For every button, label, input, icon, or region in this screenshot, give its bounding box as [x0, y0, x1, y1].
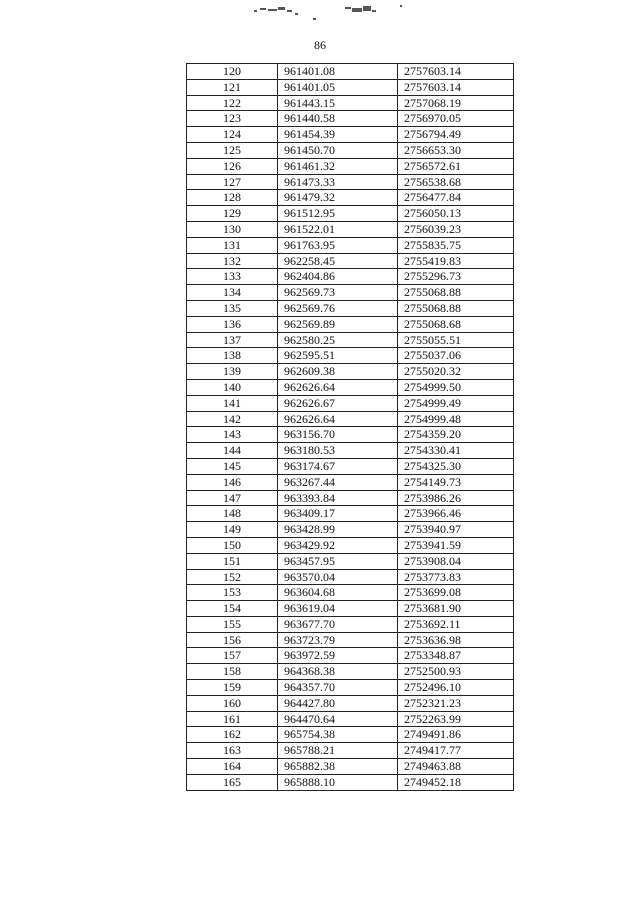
x-coordinate-cell: 962609.38 — [278, 364, 398, 380]
point-id-cell: 152 — [187, 569, 278, 585]
y-coordinate-cell: 2755055.51 — [398, 332, 514, 348]
x-coordinate-cell: 963604.68 — [278, 585, 398, 601]
y-coordinate-cell: 2755296.73 — [398, 269, 514, 285]
x-coordinate-cell: 963409.17 — [278, 506, 398, 522]
x-coordinate-cell: 961522.01 — [278, 221, 398, 237]
x-coordinate-cell: 962580.25 — [278, 332, 398, 348]
y-coordinate-cell: 2749491.86 — [398, 727, 514, 743]
point-id-cell: 137 — [187, 332, 278, 348]
y-coordinate-cell: 2754999.49 — [398, 395, 514, 411]
x-coordinate-cell: 963428.99 — [278, 522, 398, 538]
x-coordinate-cell: 963723.79 — [278, 632, 398, 648]
point-id-cell: 155 — [187, 616, 278, 632]
y-coordinate-cell: 2756653.30 — [398, 142, 514, 158]
x-coordinate-cell: 962626.67 — [278, 395, 398, 411]
point-id-cell: 149 — [187, 522, 278, 538]
table-row — [187, 285, 514, 301]
x-coordinate-cell: 964368.38 — [278, 664, 398, 680]
point-id-cell: 144 — [187, 443, 278, 459]
y-coordinate-cell: 2753348.87 — [398, 648, 514, 664]
x-coordinate-cell: 965754.38 — [278, 727, 398, 743]
x-coordinate-cell: 962569.76 — [278, 300, 398, 316]
y-coordinate-cell: 2753692.11 — [398, 616, 514, 632]
x-coordinate-cell: 962595.51 — [278, 348, 398, 364]
y-coordinate-cell: 2755835.75 — [398, 237, 514, 253]
y-coordinate-cell: 2756538.68 — [398, 174, 514, 190]
table-row — [187, 127, 514, 143]
y-coordinate-cell: 2753699.08 — [398, 585, 514, 601]
x-coordinate-cell: 961461.32 — [278, 158, 398, 174]
table-row — [187, 632, 514, 648]
scan-noise-marks — [240, 0, 410, 26]
table-row — [187, 174, 514, 190]
table-row — [187, 190, 514, 206]
y-coordinate-cell: 2755068.68 — [398, 316, 514, 332]
x-coordinate-cell: 962569.89 — [278, 316, 398, 332]
x-coordinate-cell: 964427.80 — [278, 695, 398, 711]
table-row — [187, 648, 514, 664]
point-id-cell: 120 — [187, 64, 278, 80]
table-row — [187, 727, 514, 743]
point-id-cell: 159 — [187, 680, 278, 696]
point-id-cell: 145 — [187, 458, 278, 474]
table-row — [187, 537, 514, 553]
x-coordinate-cell: 961450.70 — [278, 142, 398, 158]
page-number: 86 — [314, 38, 326, 52]
y-coordinate-cell: 2753681.90 — [398, 601, 514, 617]
table-row — [187, 553, 514, 569]
x-coordinate-cell: 961512.95 — [278, 206, 398, 222]
point-id-cell: 131 — [187, 237, 278, 253]
table-row — [187, 490, 514, 506]
x-coordinate-cell: 962404.86 — [278, 269, 398, 285]
point-id-cell: 138 — [187, 348, 278, 364]
table-row — [187, 158, 514, 174]
y-coordinate-cell: 2749452.18 — [398, 774, 514, 790]
table-row — [187, 443, 514, 459]
x-coordinate-cell: 965882.38 — [278, 759, 398, 775]
y-coordinate-cell: 2756477.84 — [398, 190, 514, 206]
y-coordinate-cell: 2752263.99 — [398, 711, 514, 727]
x-coordinate-cell: 964470.64 — [278, 711, 398, 727]
y-coordinate-cell: 2757068.19 — [398, 95, 514, 111]
y-coordinate-cell: 2756039.23 — [398, 221, 514, 237]
point-id-cell: 164 — [187, 759, 278, 775]
y-coordinate-cell: 2749463.88 — [398, 759, 514, 775]
y-coordinate-cell: 2753636.98 — [398, 632, 514, 648]
table-row — [187, 616, 514, 632]
y-coordinate-cell: 2757603.14 — [398, 79, 514, 95]
point-id-cell: 146 — [187, 474, 278, 490]
point-id-cell: 135 — [187, 300, 278, 316]
point-id-cell: 130 — [187, 221, 278, 237]
point-id-cell: 126 — [187, 158, 278, 174]
table-row — [187, 759, 514, 775]
x-coordinate-cell: 961401.05 — [278, 79, 398, 95]
table-row — [187, 64, 514, 80]
point-id-cell: 133 — [187, 269, 278, 285]
point-id-cell: 157 — [187, 648, 278, 664]
table-row — [187, 221, 514, 237]
point-id-cell: 143 — [187, 427, 278, 443]
y-coordinate-cell: 2752321.23 — [398, 695, 514, 711]
table-row — [187, 111, 514, 127]
y-coordinate-cell: 2756050.13 — [398, 206, 514, 222]
point-id-cell: 142 — [187, 411, 278, 427]
y-coordinate-cell: 2755419.83 — [398, 253, 514, 269]
table-row — [187, 253, 514, 269]
table-row — [187, 411, 514, 427]
point-id-cell: 140 — [187, 379, 278, 395]
x-coordinate-cell: 963267.44 — [278, 474, 398, 490]
point-id-cell: 147 — [187, 490, 278, 506]
x-coordinate-cell: 963972.59 — [278, 648, 398, 664]
y-coordinate-cell: 2753773.83 — [398, 569, 514, 585]
y-coordinate-cell: 2754999.48 — [398, 411, 514, 427]
point-id-cell: 139 — [187, 364, 278, 380]
x-coordinate-cell: 961454.39 — [278, 127, 398, 143]
table-row — [187, 142, 514, 158]
y-coordinate-cell: 2753986.26 — [398, 490, 514, 506]
y-coordinate-cell: 2755020.32 — [398, 364, 514, 380]
table-row — [187, 601, 514, 617]
table-row — [187, 506, 514, 522]
table-row — [187, 379, 514, 395]
x-coordinate-cell: 962626.64 — [278, 411, 398, 427]
x-coordinate-cell: 963570.04 — [278, 569, 398, 585]
table-row — [187, 300, 514, 316]
table-row — [187, 695, 514, 711]
x-coordinate-cell: 964357.70 — [278, 680, 398, 696]
x-coordinate-cell: 963619.04 — [278, 601, 398, 617]
y-coordinate-cell: 2752500.93 — [398, 664, 514, 680]
y-coordinate-cell: 2757603.14 — [398, 64, 514, 80]
y-coordinate-cell: 2756794.49 — [398, 127, 514, 143]
x-coordinate-cell: 961440.58 — [278, 111, 398, 127]
x-coordinate-cell: 961763.95 — [278, 237, 398, 253]
point-id-cell: 127 — [187, 174, 278, 190]
x-coordinate-cell: 963429.92 — [278, 537, 398, 553]
x-coordinate-cell: 963156.70 — [278, 427, 398, 443]
y-coordinate-cell: 2749417.77 — [398, 743, 514, 759]
point-id-cell: 128 — [187, 190, 278, 206]
table-row — [187, 743, 514, 759]
x-coordinate-cell: 962258.45 — [278, 253, 398, 269]
y-coordinate-cell: 2753941.59 — [398, 537, 514, 553]
table-row — [187, 474, 514, 490]
y-coordinate-cell: 2753940.97 — [398, 522, 514, 538]
x-coordinate-cell: 963174.67 — [278, 458, 398, 474]
y-coordinate-cell: 2754330.41 — [398, 443, 514, 459]
y-coordinate-cell: 2754149.73 — [398, 474, 514, 490]
x-coordinate-cell: 961443.15 — [278, 95, 398, 111]
table-row — [187, 269, 514, 285]
table-row — [187, 95, 514, 111]
y-coordinate-cell: 2755037.06 — [398, 348, 514, 364]
table-row — [187, 348, 514, 364]
table-row — [187, 332, 514, 348]
y-coordinate-cell: 2756970.05 — [398, 111, 514, 127]
point-id-cell: 121 — [187, 79, 278, 95]
table-row — [187, 364, 514, 380]
table-row — [187, 774, 514, 790]
point-id-cell: 162 — [187, 727, 278, 743]
point-id-cell: 129 — [187, 206, 278, 222]
table-row — [187, 458, 514, 474]
x-coordinate-cell: 961479.32 — [278, 190, 398, 206]
x-coordinate-cell: 963677.70 — [278, 616, 398, 632]
table-row — [187, 237, 514, 253]
y-coordinate-cell: 2755068.88 — [398, 285, 514, 301]
table-row — [187, 680, 514, 696]
point-id-cell: 132 — [187, 253, 278, 269]
table-row — [187, 569, 514, 585]
point-id-cell: 156 — [187, 632, 278, 648]
point-id-cell: 151 — [187, 553, 278, 569]
table-row — [187, 427, 514, 443]
point-id-cell: 148 — [187, 506, 278, 522]
y-coordinate-cell: 2755068.88 — [398, 300, 514, 316]
table-row — [187, 585, 514, 601]
point-id-cell: 163 — [187, 743, 278, 759]
point-id-cell: 154 — [187, 601, 278, 617]
y-coordinate-cell: 2756572.61 — [398, 158, 514, 174]
point-id-cell: 150 — [187, 537, 278, 553]
table-row — [187, 316, 514, 332]
x-coordinate-cell: 963180.53 — [278, 443, 398, 459]
y-coordinate-cell: 2754999.50 — [398, 379, 514, 395]
coordinates-table — [186, 63, 514, 791]
table-row — [187, 79, 514, 95]
point-id-cell: 136 — [187, 316, 278, 332]
y-coordinate-cell: 2752496.10 — [398, 680, 514, 696]
point-id-cell: 123 — [187, 111, 278, 127]
point-id-cell: 153 — [187, 585, 278, 601]
point-id-cell: 141 — [187, 395, 278, 411]
point-id-cell: 124 — [187, 127, 278, 143]
x-coordinate-cell: 965888.10 — [278, 774, 398, 790]
point-id-cell: 165 — [187, 774, 278, 790]
x-coordinate-cell: 962626.64 — [278, 379, 398, 395]
point-id-cell: 122 — [187, 95, 278, 111]
point-id-cell: 161 — [187, 711, 278, 727]
table-row — [187, 711, 514, 727]
x-coordinate-cell: 965788.21 — [278, 743, 398, 759]
x-coordinate-cell: 961473.33 — [278, 174, 398, 190]
table-row — [187, 206, 514, 222]
y-coordinate-cell: 2754359.20 — [398, 427, 514, 443]
point-id-cell: 158 — [187, 664, 278, 680]
point-id-cell: 134 — [187, 285, 278, 301]
y-coordinate-cell: 2754325.30 — [398, 458, 514, 474]
table-row — [187, 395, 514, 411]
x-coordinate-cell: 961401.08 — [278, 64, 398, 80]
x-coordinate-cell: 963393.84 — [278, 490, 398, 506]
point-id-cell: 160 — [187, 695, 278, 711]
x-coordinate-cell: 963457.95 — [278, 553, 398, 569]
x-coordinate-cell: 962569.73 — [278, 285, 398, 301]
y-coordinate-cell: 2753966.46 — [398, 506, 514, 522]
y-coordinate-cell: 2753908.04 — [398, 553, 514, 569]
table-row — [187, 664, 514, 680]
table-row — [187, 522, 514, 538]
point-id-cell: 125 — [187, 142, 278, 158]
